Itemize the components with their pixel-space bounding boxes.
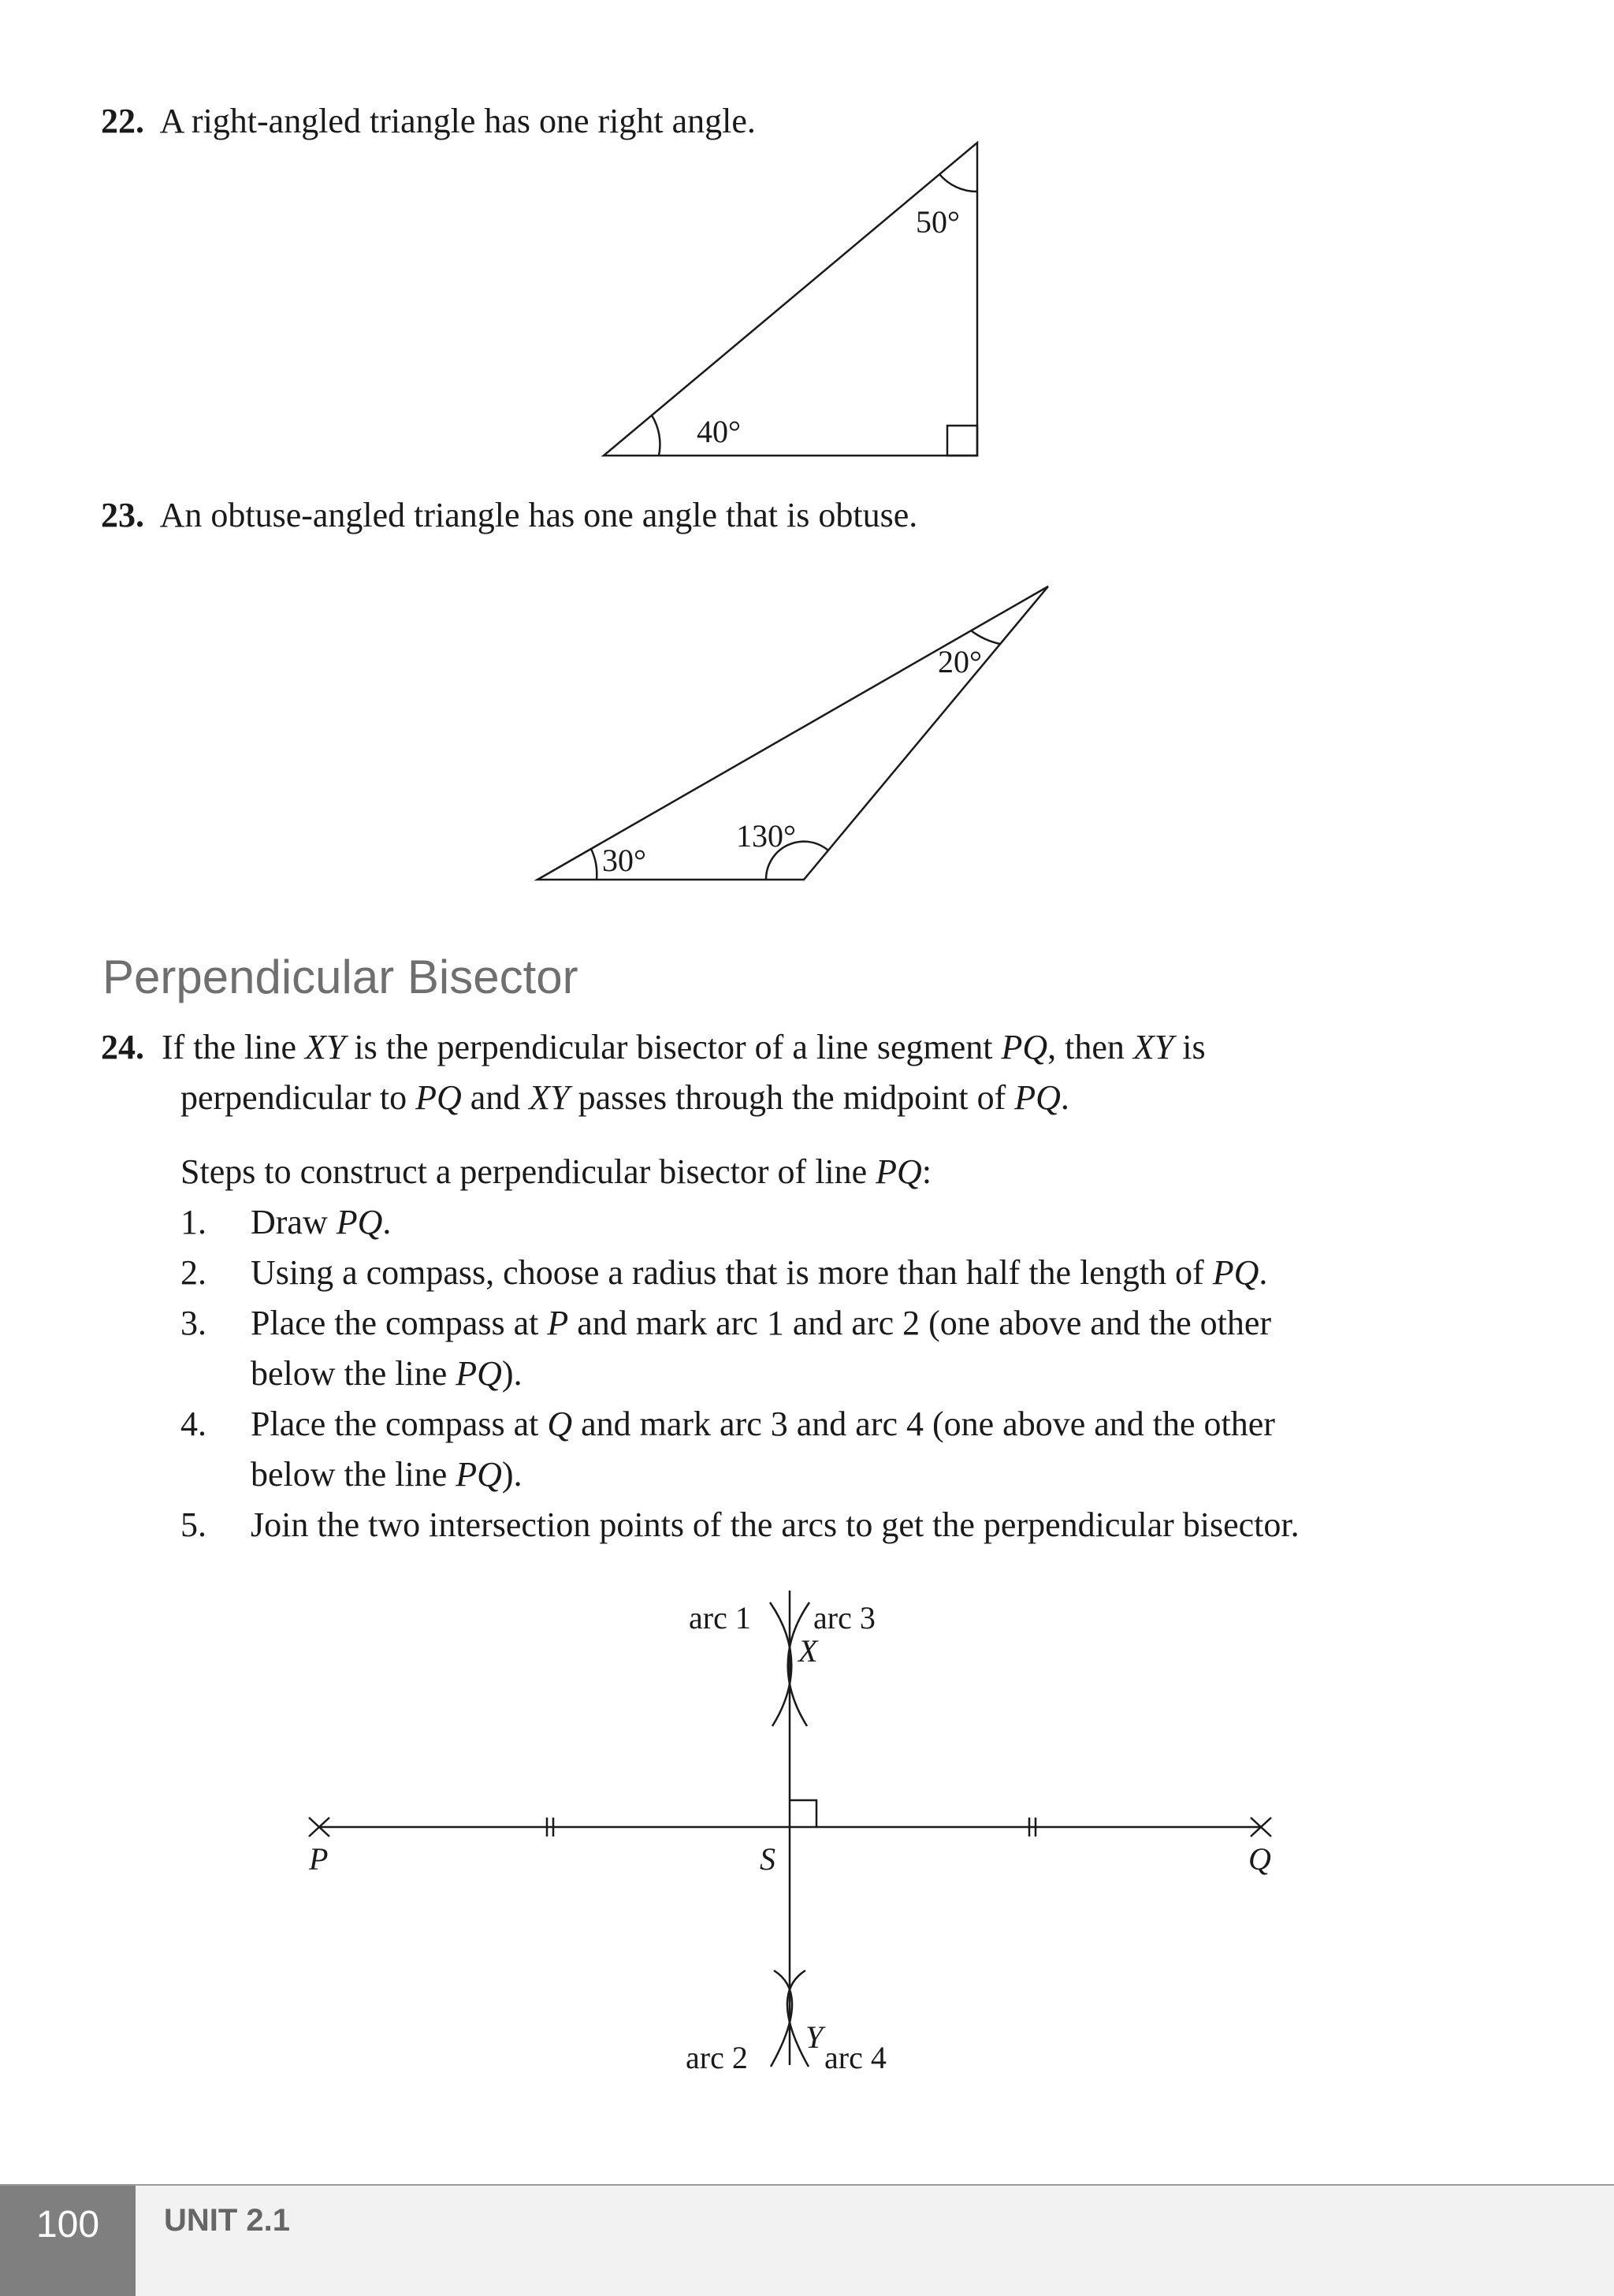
steps-intro-text: Steps to construct a perpendicular bisector of line [180, 1152, 876, 1191]
step-number: 1. [180, 1203, 206, 1241]
step-text: . [382, 1203, 392, 1241]
step-text: PQ [336, 1203, 383, 1241]
step-number: 3. [180, 1304, 206, 1342]
q24-text-part: , then [1047, 1028, 1133, 1066]
angle-label-130: 130° [736, 818, 796, 854]
steps-intro-text: PQ [876, 1152, 922, 1191]
q22-statement: A right-angled triangle has one right angle. [159, 102, 756, 140]
q24-text-part: is [1173, 1028, 1206, 1066]
step-text: and mark arc 3 and arc 4 (one above and the other [572, 1405, 1275, 1443]
label-arc-1: arc 1 [689, 1600, 751, 1635]
q22-number: 22. [101, 102, 144, 140]
q23-statement: An obtuse-angled triangle has one angle that is obtuse. [159, 496, 918, 534]
q24-text-part: perpendicular to [180, 1078, 416, 1117]
footer-rule [0, 2184, 1614, 2186]
step-text: P [547, 1304, 569, 1342]
label-arc-3: arc 3 [813, 1600, 876, 1635]
label-s: S [760, 1841, 775, 1877]
angle-label-30: 30° [602, 843, 646, 878]
step-text: PQ [456, 1354, 502, 1393]
q24-number: 24. [101, 1028, 144, 1066]
label-arc-4: arc 4 [824, 2040, 887, 2075]
step-text: and mark arc 1 and arc 2 (one above and the other [568, 1304, 1272, 1342]
step-text: Place the compass at [251, 1405, 548, 1443]
label-q: Q [1248, 1841, 1271, 1877]
step-number: 5. [180, 1505, 206, 1544]
q24-text-part: is the perpendicular bisector of a line segment [345, 1028, 1002, 1066]
angle-label-20: 20° [938, 644, 982, 679]
label-x: X [798, 1633, 818, 1669]
q24-text-part: XY [529, 1078, 570, 1117]
step-text: PQ [456, 1455, 502, 1494]
q24-text-part: XY [305, 1028, 346, 1066]
unit-label: UNIT 2.1 [164, 2203, 291, 2238]
q23-number: 23. [101, 496, 144, 534]
q24-text-part: and [461, 1078, 530, 1117]
step-text: Q [547, 1405, 573, 1443]
step-text: Join the two intersection points of the arcs to get the perpendicular bisector. [251, 1505, 1300, 1544]
right-angle-marker [790, 1800, 816, 1827]
step-number: 4. [180, 1405, 206, 1443]
step-text: PQ [1212, 1253, 1259, 1292]
step-text: Using a compass, choose a radius that is more than half the length of [251, 1253, 1213, 1292]
step-text: ). [501, 1455, 523, 1494]
q24-text-part: If the line [162, 1028, 306, 1066]
step-text: . [1259, 1253, 1268, 1292]
step-text: ). [501, 1354, 523, 1393]
step-text: below the line [251, 1455, 456, 1494]
section-heading: Perpendicular Bisector [102, 951, 578, 1003]
step-number: 2. [180, 1253, 206, 1292]
q24-text-part: XY [1132, 1028, 1174, 1066]
step-text: Place the compass at [251, 1304, 548, 1342]
page-number: 100 [0, 2186, 136, 2296]
label-y: Y [805, 2019, 824, 2055]
label-p: P [309, 1841, 329, 1877]
label-arc-2: arc 2 [686, 2040, 748, 2075]
q24-text-part: passes through the midpoint of [569, 1078, 1015, 1117]
step-text: Draw [251, 1203, 337, 1241]
steps-intro-text: : [921, 1152, 932, 1191]
q24-text-part: PQ [1014, 1078, 1061, 1117]
angle-label-40: 40° [697, 414, 741, 449]
q24-text-part: PQ [415, 1078, 462, 1117]
q24-text-part: . [1060, 1078, 1069, 1117]
step-text: below the line [251, 1354, 456, 1393]
angle-label-50: 50° [916, 204, 960, 240]
q24-text-part: PQ [1001, 1028, 1048, 1066]
